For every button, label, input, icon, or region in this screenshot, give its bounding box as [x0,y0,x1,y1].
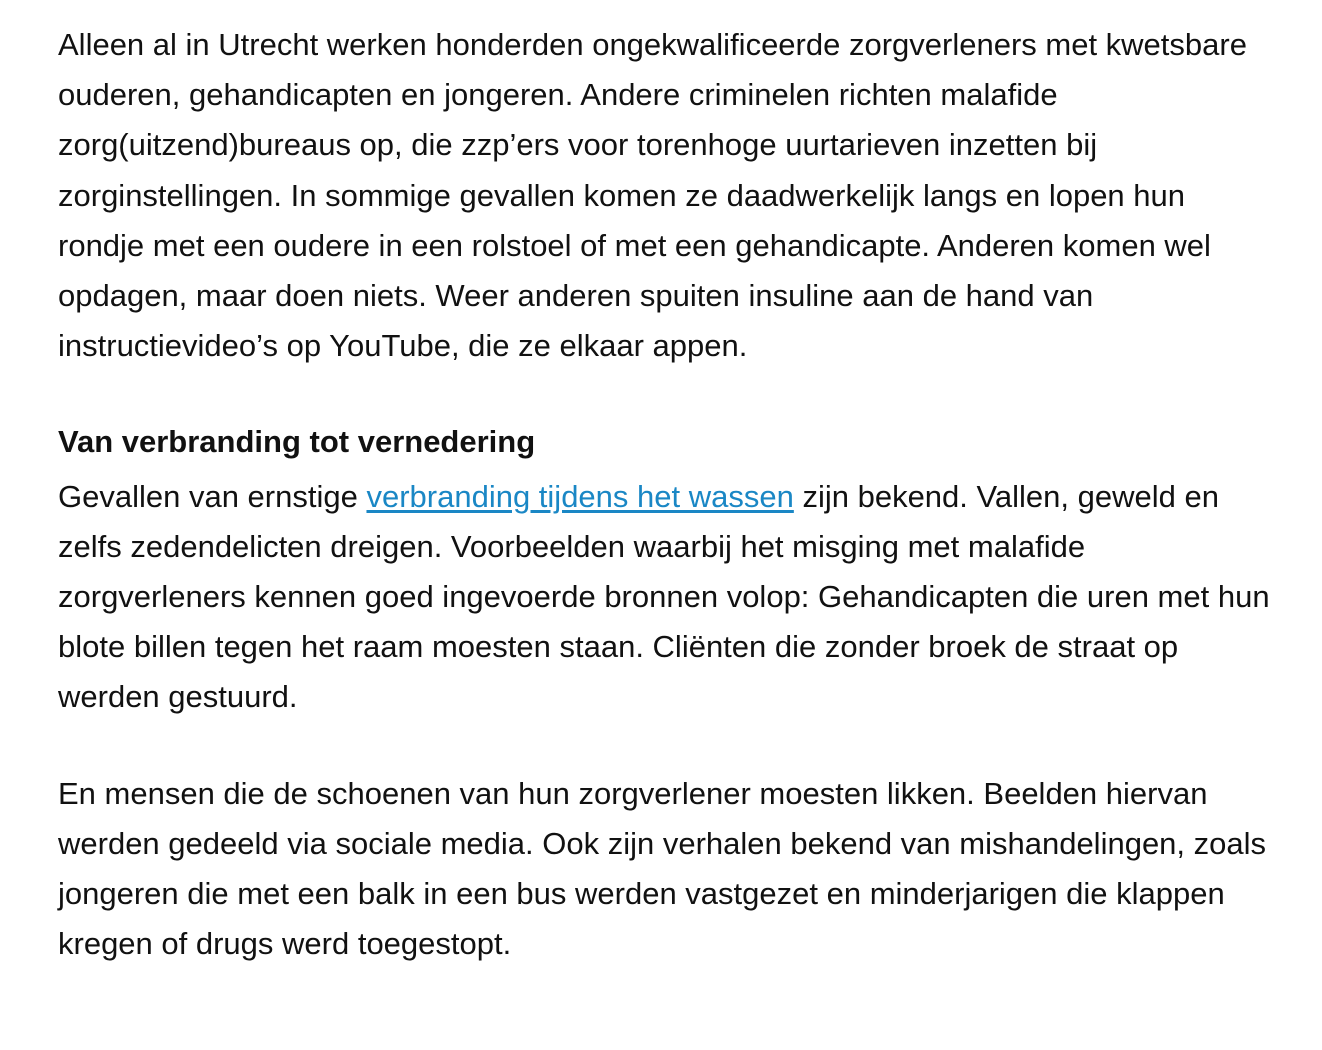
article-paragraph-1: Alleen al in Utrecht werken honderden ongekwalificeerde zorgverleners met kwetsbare ouderen, gehandicapten en jongeren. Andere criminelen richten malafide zorg(uitzend)bureaus op, die zzp’ers voor torenhoge uurtarieven inzetten bij zorginstellingen. In sommige gevallen komen ze daadwerkelijk langs en lopen hun rondje met een oudere in een rolstoel of met een gehandicapte. Anderen komen wel opdagen, maar doen niets. Weer anderen spuiten insuline aan de hand van instructievideo’s op YouTube, die ze elkaar appen. [58,27,1247,364]
burn-during-washing-link[interactable]: verbranding tijdens het wassen [366,478,794,514]
paragraph-2-text-start: Gevallen van ernstige [58,478,367,514]
article-body [58,20,1278,969]
section-heading: Van verbranding tot vernedering [58,424,536,460]
article-paragraph-3: En mensen die de schoenen van hun zorgverlener moesten likken. Beelden hiervan werden gedeeld via sociale media. Ook zijn verhalen bekend van mishandelingen, zoals jongeren die met een balk in een bus werden vastgezet en minderjarigen die klappen kregen of drugs werd toegestopt. [58,775,1267,962]
paragraph-2-text-end: zijn bekend. Vallen, geweld en zelfs zedendelicten dreigen. Voorbeelden waarbij het misging met malafide zorgverleners kennen goed ingevoerde bronnen volop: Gehandicapten die uren met hun blote billen tegen het raam moesten staan. Cliënten die zonder broek de straat op werden gestuurd. [58,478,1270,715]
article-paragraph-2 [58,472,1278,723]
